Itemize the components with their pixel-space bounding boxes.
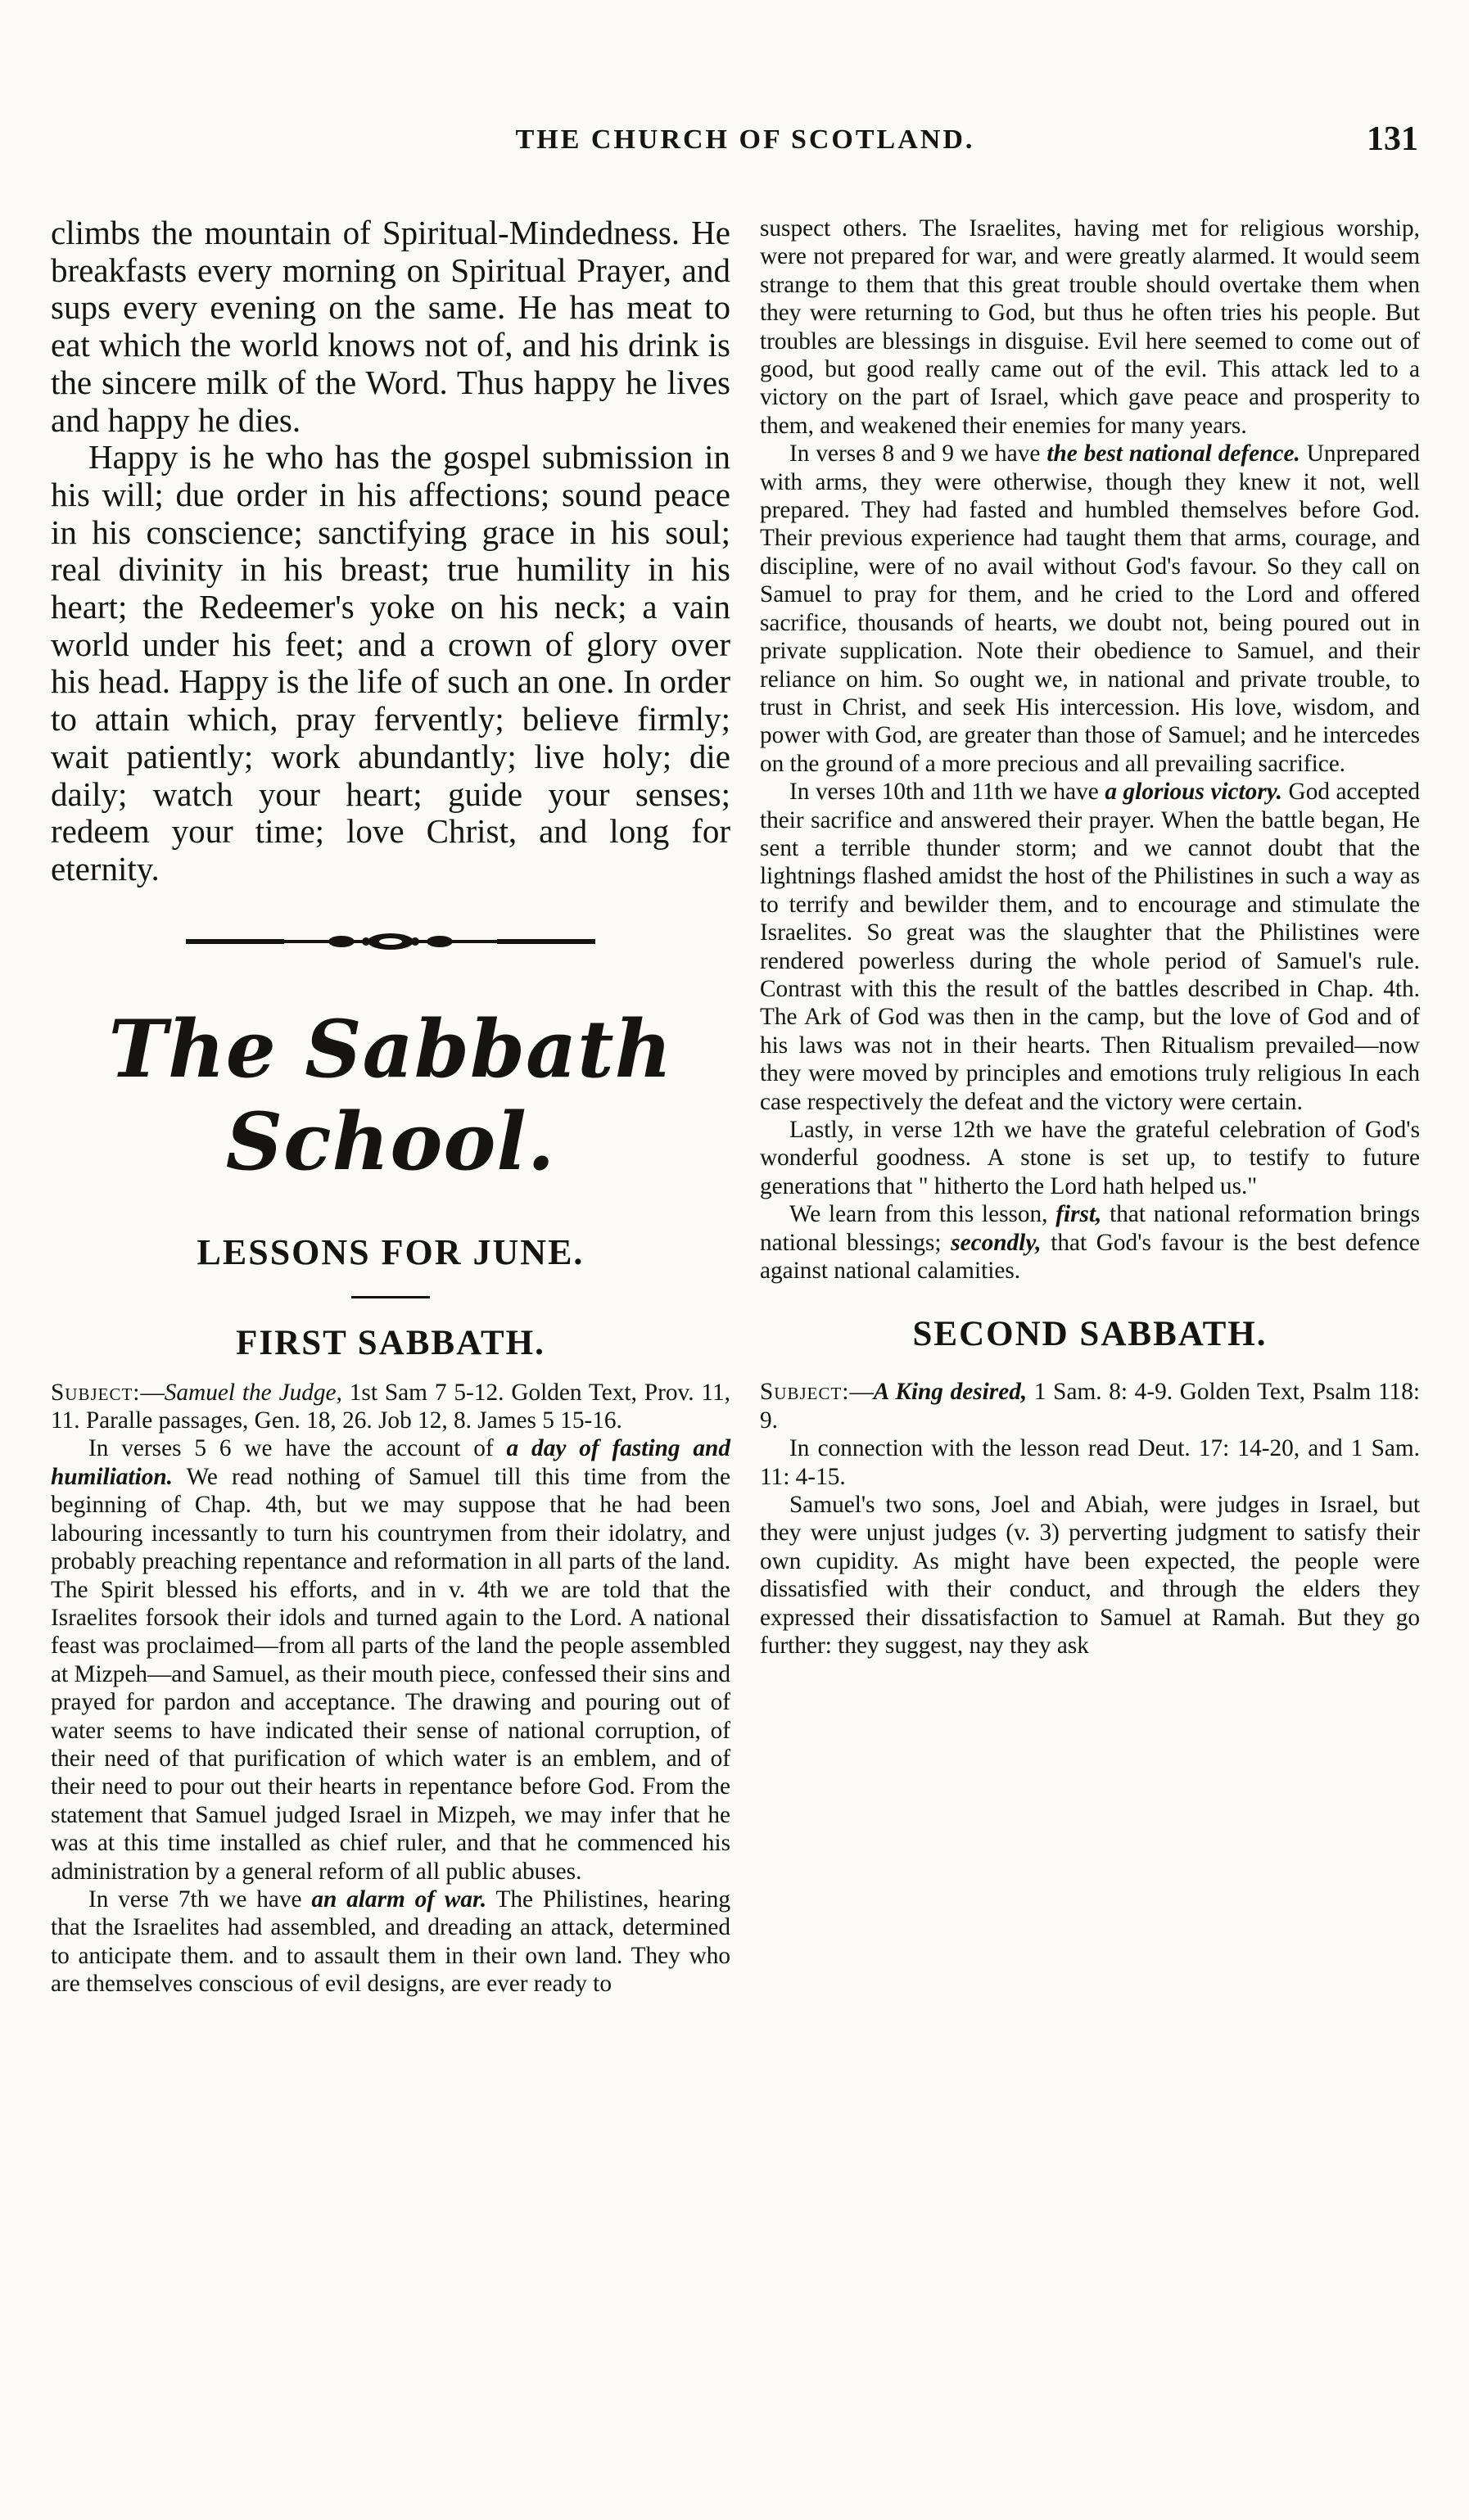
section-title: The Sabbath School. <box>108 1002 673 1188</box>
subject-label: Subject: <box>760 1379 850 1406</box>
first-sabbath-subject <box>51 1379 730 1435</box>
rule-bar-right <box>497 939 595 944</box>
ornament-icon <box>284 932 497 951</box>
subject-label: Subject: <box>51 1379 141 1406</box>
subject-rest: 1st Sam 7 5-12. Golden Text, Prov. 11, 11. Paralle passages, Gen. 18, 26. Job 12, 8. James 5 15-16. <box>51 1379 731 1434</box>
emphasis: first, <box>1055 1201 1102 1228</box>
subject-rest: 1 Sam. 8: 4-9. Golden Text, Psalm 118: 9. <box>760 1379 1420 1434</box>
left-column <box>51 215 730 1998</box>
intro-paragraph: climbs the mountain of Spiritual-Mindedness. He breakfasts every morning on Spiritual Prayer, and sups every evening on the same. He has meat to eat which the world knows not of, and his drink is the sincere milk of the Word. Thus happy he lives and happy he dies. <box>51 214 730 439</box>
alarm-paragraph <box>51 1885 730 1998</box>
running-head: THE CHURCH OF SCOTLAND. <box>515 124 975 155</box>
emphasis: secondly, <box>951 1229 1042 1256</box>
text-run: In verse 7th we have <box>88 1885 312 1913</box>
text-run: that national reformation brings national blessings; <box>760 1201 1420 1256</box>
defence-paragraph <box>760 440 1420 778</box>
emphasis: a day of fasting and humiliation. <box>51 1435 730 1490</box>
text-run: Unprepared with arms, they were otherwise, though they knew it not, well prepared. They had fasted and humbled themselves before God. Their previous experience had taught them that arms, courage, and discipline, were of no avail without God's favour. So they call on Samuel to pray for them, and he cried to the Lord and offered sacrifice, thousands of hearts, we doubt not, being poured out in private supplication. Note their obedience to Samuel, and their reliance on him. So ought we, in national and private trouble, to trust in Christ, and seek His intercession. His love, wisdom, and power with God, are greater than those of Samuel; and he intercedes on the ground of a more precious and all prevailing sacrifice. <box>760 440 1421 777</box>
connection-paragraph: In connection with the lesson read Deut. 17: 14-20, and 1 Sam. 11: 4-15. <box>760 1435 1420 1490</box>
short-rule <box>351 1296 430 1298</box>
text-run: We read nothing of Samuel till this time from the beginning of Chap. 4th, but we may suppose that he had been labouring incessantly to turn his countrymen from their idolatry, and probably preaching repentance and reformation in all parts of the land. The Spirit blessed his efforts, and in v. 4th we are told that the Israelites forsook their idols and turned again to the Lord. A national feast was proclaimed—from all parts of the land the people assembled at Mizpeh—and Samuel, as their mouth piece, confessed their sins and prayed for pardon and acceptance. The drawing and pouring out of water seems to have indicated their sense of national corruption, of their need of that purification of which water is an emblem, and of their need to pour out their hearts in repentance before God. From the statement that Samuel judged Israel in Mizpeh, we may infer that he was at this time installed as chief ruler, and that he commenced his administration by a general reform of all public abuses. <box>51 1463 730 1885</box>
subject-dash: — <box>140 1379 165 1406</box>
emphasis: a glorious victory. <box>1105 779 1282 806</box>
lastly-paragraph: Lastly, in verse 12th we have the grateful celebration of God's wonderful goodness. A stone is set up, to testify to future generations that " hitherto the Lord hath helped us." <box>760 1117 1420 1199</box>
ornamental-rule <box>51 929 730 954</box>
page-number: 131 <box>1367 120 1418 158</box>
subject-title: A King desired, <box>873 1379 1028 1406</box>
victory-paragraph <box>760 778 1420 1116</box>
rule-bar-left <box>186 939 284 944</box>
emphasis: the best national defence. <box>1046 440 1300 467</box>
subject-dash: — <box>849 1379 874 1406</box>
text-run: that God's favour is the best defence against national calamities. <box>760 1229 1421 1285</box>
first-sabbath-heading: FIRST SABBATH. <box>236 1323 545 1362</box>
sons-paragraph: Samuel's two sons, Joel and Abiah, were judges in Israel, but they were unjust judges (v. 3) perverting judgment to satisfy their own cupidity. As might have been expected, the people were dissatisfied with their conduct, and through the elders they expressed their dissatisfaction to Samuel at Ramah. But they go further: they suggest, nay they ask <box>760 1492 1420 1660</box>
text-run: In verses 5 6 we have the account of <box>88 1435 507 1462</box>
fasting-paragraph <box>51 1434 730 1885</box>
text-run: We learn from this lesson, <box>789 1201 1056 1228</box>
second-sabbath-subject <box>760 1378 1420 1434</box>
lessons-title: LESSONS FOR JUNE. <box>197 1231 585 1272</box>
emphasis: an alarm of war. <box>311 1885 487 1913</box>
text-run: In verses 8 and 9 we have <box>789 440 1047 467</box>
text-run: The Philistines, hearing that the Israelites had assembled, and dreading an attack, determined to anticipate them. and to assault them in their own land. They who are themselves conscious of evil designs, are ever ready to <box>51 1885 730 1998</box>
continuation-paragraph: suspect others. The Israelites, having met for religious worship, were not prepared for war, and were greatly alarmed. It would seem strange to them that this great trouble should overtake them when they were returning to God, but thus he often tries his people. But troubles are blessings in disguise. Evil here seemed to come out of good, but good really came out of the evil. This attack led to a victory on the part of Israel, which gave peace and prosperity to them, and weakened their enemies for many years. <box>760 215 1420 439</box>
text-run: God accepted their sacrifice and answered their prayer. When the battle began, He sent a terrible thunder storm; and we cannot doubt that the lightnings flashed amidst the host of the Philistines in such a way as to terrify and bewilder them, and to encourage and stimulate the Israelites. So great was the slaughter that the Philistines were rendered powerless during the whole period of Samuel's rule. Contrast with this the result of the battles described in Chap. 4th. The Ark of God was then in the camp, but the love of God and of his laws was not in their hearts. Then Ritualism prevailed—now they were moved by principles and emotions truly religious In each case respectively the defeat and the victory were certain. <box>760 779 1420 1115</box>
learn-paragraph <box>760 1200 1420 1285</box>
text-run: In verses 10th and 11th we have <box>789 779 1105 806</box>
happy-paragraph: Happy is he who has the gospel submission in his will; due order in his affections; sound peace in his conscience; sanctifying grace in his soul; real divinity in his breast; true humility in his heart; the Redeemer's yoke on his neck; a vain world under his feet; and a crown of glory over his head. Happy is the life of such an one. In order to attain which, pray fervently; believe firmly; wait patiently; work abundantly; live holy; die daily; watch your heart; guide your senses; redeem your time; love Christ, and long for eternity. <box>51 438 730 887</box>
subject-title: Samuel the Judge, <box>164 1379 342 1406</box>
second-sabbath-heading: SECOND SABBATH. <box>912 1315 1268 1354</box>
right-column <box>760 215 1420 1660</box>
